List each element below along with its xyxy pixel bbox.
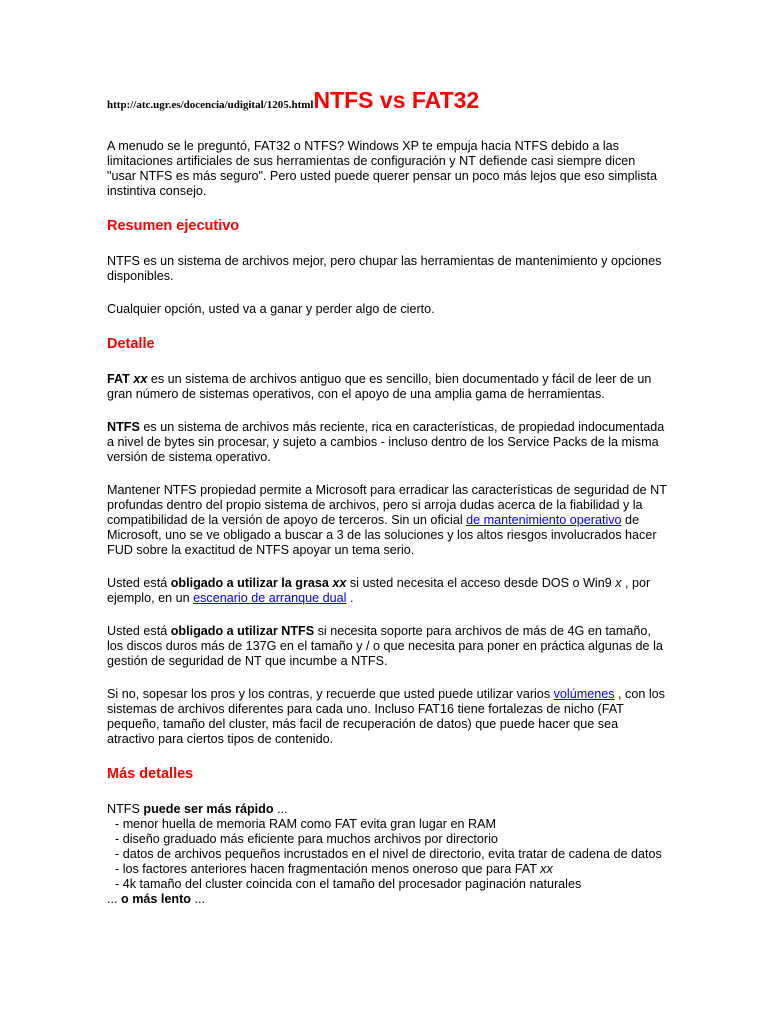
intro-paragraph: A menudo se le preguntó, FAT32 o NTFS? Windows XP te empuja hacia NTFS debido a las limitaciones artificiales de sus herramientas de configuración y NT defiende casi siempre dicen "usar NTFS es más seguro". Pero usted puede querer pensar un poco más lejos que eso simplista instintiva consejo.: [107, 139, 658, 198]
grasa-x: x: [615, 576, 622, 590]
document-content: [107, 86, 667, 907]
resumen-paragraph-1: NTFS es un sistema de archivos mejor, pero chupar las herramientas de mantenimiento y opciones disponibles.: [107, 254, 662, 283]
ntfs2-text: si necesita soporte para archivos de más de 4G en tamaño, los discos duros más de 137G en el tamaño y / o que necesita para poner en práctica algunas de la gestión de seguridad de NT que incumbe a NTFS.: [107, 624, 663, 668]
list-item: - menor huella de memoria RAM como FAT evita gran lugar en RAM: [115, 817, 496, 831]
ntfs-text: es un sistema de archivos más reciente, rica en características, de propiedad indocumentada a nivel de bytes sin procesar, y sujeto a cambios - incluso dentro de los Service Packs de la misma versión de sistema operativo.: [107, 420, 665, 464]
grasa-xx: xx: [332, 576, 347, 590]
ntfs-required-paragraph: [107, 624, 667, 669]
grasa-bold: obligado a utilizar la grasa: [170, 576, 333, 590]
sino-paragraph: [107, 687, 667, 747]
heading-mas-detalles: Más detalles: [107, 766, 194, 782]
resumen-paragraph-2: Cualquier opción, usted va a ganar y perder algo de cierto.: [107, 302, 435, 316]
ntfs2-pre: Usted está: [107, 624, 171, 638]
mantener-text-1: Mantener NTFS propiedad permite a Microsoft para erradicar las características de seguridad de NT profundas dentro del propio sistema de archivos, pero si arroja dudas acerca de la fiabilidad y la compatibilidad de la versión de apoyo de terceros. Sin un oficial: [107, 483, 667, 527]
mas-intro-post: ...: [273, 802, 288, 816]
mantener-text-2: de Microsoft, uno se ve obligado a buscar a 3 de las soluciones y los altos riesgos involucrados hacer FUD sobre la exactitud de NTFS apoyar un tema serio.: [107, 513, 657, 557]
mas-end-pre: ...: [107, 892, 121, 906]
heading-detalle: Detalle: [107, 336, 155, 352]
sino-text-2: , con los sistemas de archivos diferentes para cada uno. Incluso FAT16 tiene fortalezas de nicho (FAT pequeño, tamaño del cluster, más facil de recuperación de datos) que puede hacer que sea atractivo para ciertos tipos de contenido.: [107, 687, 665, 746]
fat-xx: xx: [133, 372, 148, 386]
list-item: - 4k tamaño del cluster coincida con el tamaño del procesador paginación naturales: [115, 877, 582, 891]
mas-intro-bold: puede ser más rápido: [143, 802, 274, 816]
ntfs-label: NTFS: [107, 420, 140, 434]
grasa-mid: si usted necesita el acceso desde DOS o Win9: [346, 576, 616, 590]
item4-text: - los factores anteriores hacen fragmentación menos oneroso que para FAT: [115, 862, 541, 876]
heading-resumen: Resumen ejecutivo: [107, 218, 240, 234]
mas-list-intro: [107, 802, 667, 817]
fat-paragraph: [107, 372, 667, 402]
list-item: - datos de archivos pequeños incrustados en el nivel de directorio, evita tratar de cadena de datos: [115, 847, 662, 861]
mas-end-bold: o más lento: [121, 892, 191, 906]
grasa-end: .: [346, 591, 354, 605]
arranque-dual-link[interactable]: escenario de arranque dual: [193, 591, 347, 605]
grasa-mid-2: , por ejemplo, en un: [107, 576, 651, 605]
ntfs2-bold: obligado a utilizar NTFS: [170, 624, 315, 638]
volumenes-link[interactable]: volúmenes: [553, 687, 615, 701]
title-line: [107, 86, 667, 119]
page-title: NTFS vs FAT32: [313, 87, 480, 113]
mas-list: [107, 802, 667, 907]
sino-text-1: Si no, sopesar los pros y los contras, y recuerde que usted puede utilizar varios: [107, 687, 554, 701]
item4-xx: xx: [540, 862, 553, 876]
grasa-pre: Usted está: [107, 576, 171, 590]
fat-label: FAT: [107, 372, 130, 386]
source-url: http://atc.ugr.es/docencia/udigital/1205.html: [107, 99, 314, 111]
mas-list-end: [107, 892, 667, 907]
mas-intro-pre: NTFS: [107, 802, 144, 816]
mas-end-post: ...: [190, 892, 205, 906]
ntfs-paragraph: [107, 420, 667, 465]
mantener-paragraph: [107, 483, 667, 558]
fat-text: es un sistema de archivos antiguo que es sencillo, bien documentado y fácil de leer de un gran número de sistemas operativos, con el apoyo de una amplia gama de herramientas.: [107, 372, 652, 401]
list-item: [107, 862, 667, 877]
list-item: - diseño graduado más eficiente para muchos archivos por directorio: [115, 832, 498, 846]
grasa-paragraph: [107, 576, 667, 606]
mantenimiento-operativo-link[interactable]: de mantenimiento operativo: [466, 513, 622, 527]
